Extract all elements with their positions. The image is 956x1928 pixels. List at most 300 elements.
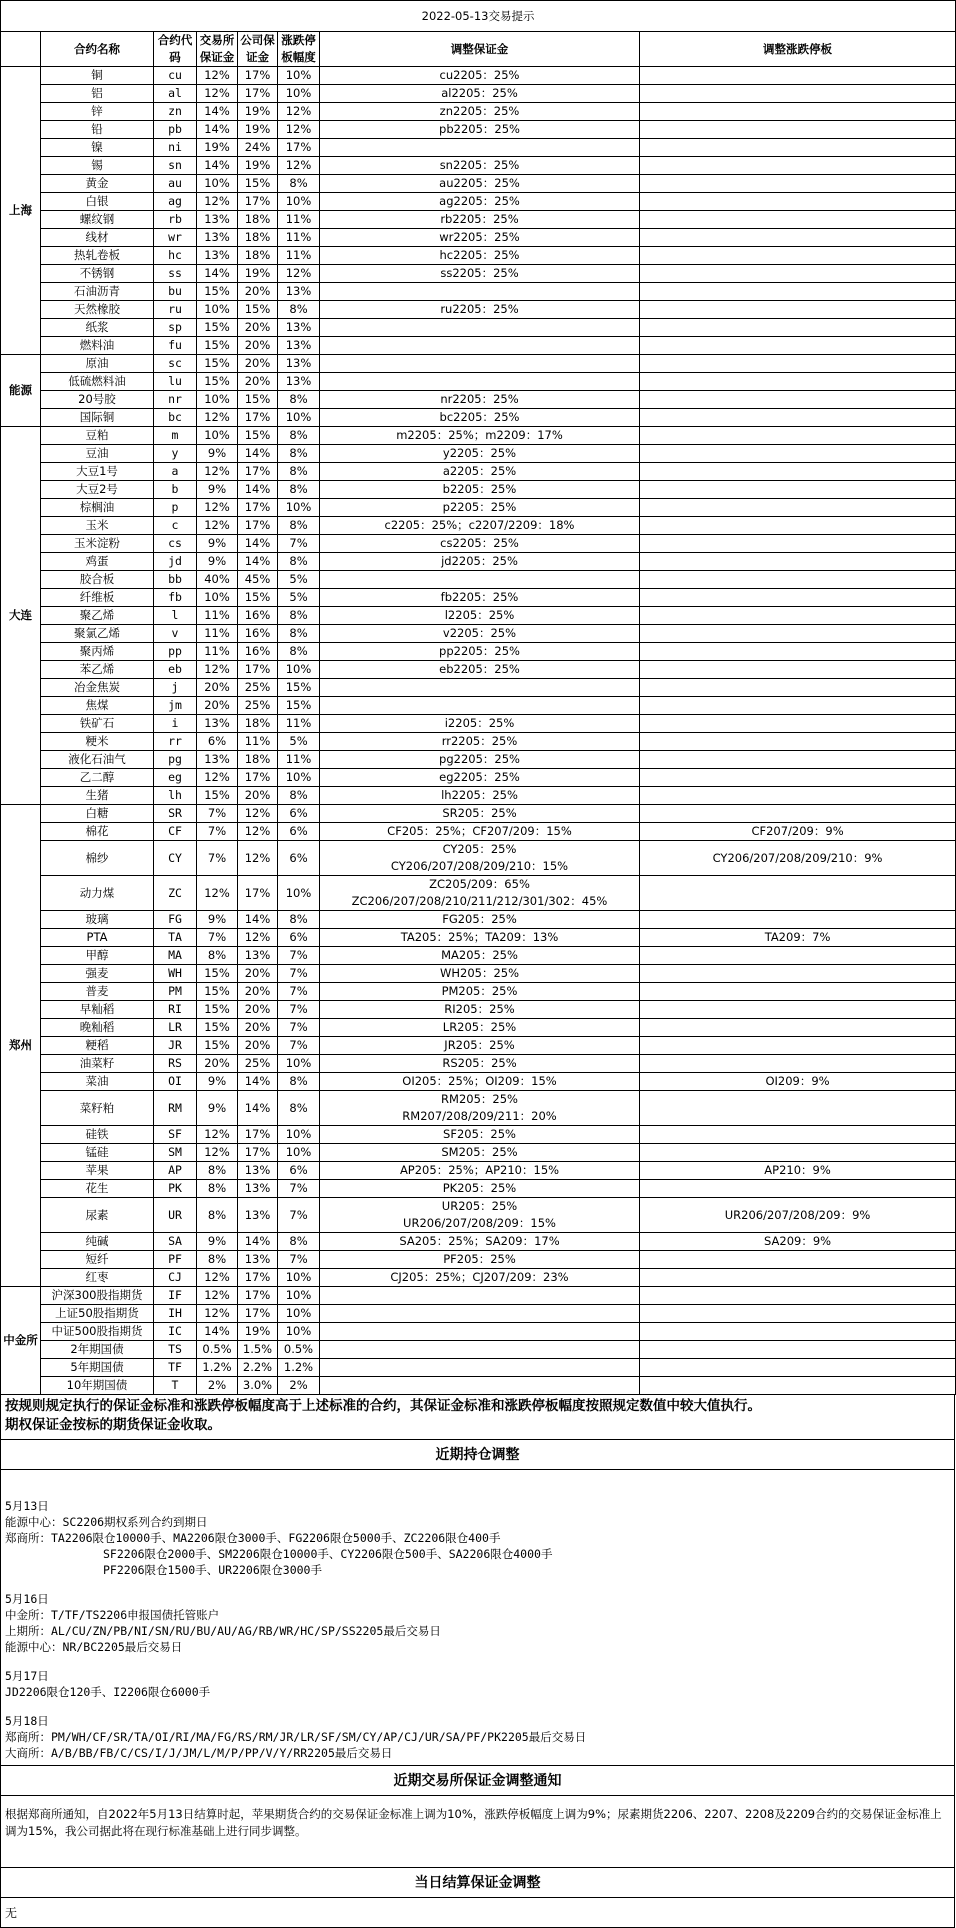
table-row — [1, 929, 956, 947]
adjusted-margin: nr2205：25% — [320, 391, 640, 409]
exchange-margin: 12% — [197, 67, 238, 85]
adjusted-limit — [640, 481, 956, 499]
exchange-margin: 19% — [197, 139, 238, 157]
company-margin: 17% — [238, 409, 278, 427]
adjusted-margin: UR205：25% UR206/207/208/209：15% — [320, 1198, 640, 1233]
company-margin: 16% — [238, 625, 278, 643]
limit-range: 7% — [278, 947, 320, 965]
adjusted-margin: zn2205：25% — [320, 103, 640, 121]
adjusted-margin: LR205：25% — [320, 1019, 640, 1037]
adjusted-limit — [640, 391, 956, 409]
table-row — [1, 499, 956, 517]
adjusted-margin: c2205：25%；c2207/2209：18% — [320, 517, 640, 535]
adjusted-limit — [640, 427, 956, 445]
table-row — [1, 1269, 956, 1287]
exchange-margin: 14% — [197, 157, 238, 175]
notice-title: 近期交易所保证金调整通知 — [1, 1766, 954, 1796]
company-margin: 11% — [238, 733, 278, 751]
limit-range: 6% — [278, 841, 320, 876]
contract-name: 红枣 — [41, 1269, 154, 1287]
contract-name: 镍 — [41, 139, 154, 157]
company-margin: 20% — [238, 373, 278, 391]
contract-code: PF — [154, 1251, 197, 1269]
contract-code: T — [154, 1377, 197, 1395]
adjusted-margin: MA205：25% — [320, 947, 640, 965]
table-row — [1, 1341, 956, 1359]
exchange-margin: 15% — [197, 337, 238, 355]
adjusted-margin: cu2205：25% — [320, 67, 640, 85]
adjusted-limit — [640, 607, 956, 625]
position-date: 5月17日 — [5, 1669, 49, 1683]
exchange-margin: 12% — [197, 193, 238, 211]
exchange-margin: 12% — [197, 409, 238, 427]
adjusted-margin: CF205：25%；CF207/209：15% — [320, 823, 640, 841]
adjusted-limit — [640, 1126, 956, 1144]
adjusted-margin: PM205：25% — [320, 983, 640, 1001]
adjusted-limit — [640, 103, 956, 121]
exchange-margin: 7% — [197, 929, 238, 947]
exchange-name: 中金所 — [1, 1287, 41, 1395]
adjusted-limit — [640, 1019, 956, 1037]
table-row — [1, 823, 956, 841]
adjusted-limit — [640, 697, 956, 715]
table-row — [1, 787, 956, 805]
table-row — [1, 427, 956, 445]
company-margin: 25% — [238, 679, 278, 697]
adjusted-limit — [640, 589, 956, 607]
contract-name: 原油 — [41, 355, 154, 373]
table-row — [1, 1233, 956, 1251]
contract-code: rb — [154, 211, 197, 229]
exchange-margin: 15% — [197, 373, 238, 391]
adjusted-margin: ss2205：25% — [320, 265, 640, 283]
contract-code: TA — [154, 929, 197, 947]
adjusted-margin: SR205：25% — [320, 805, 640, 823]
contract-code: bb — [154, 571, 197, 589]
exchange-margin: 12% — [197, 1144, 238, 1162]
adjusted-margin: rb2205：25% — [320, 211, 640, 229]
contract-name: 大豆2号 — [41, 481, 154, 499]
exchange-margin: 6% — [197, 733, 238, 751]
adjusted-limit — [640, 1251, 956, 1269]
exchange-margin: 10% — [197, 301, 238, 319]
adjusted-margin: ag2205：25% — [320, 193, 640, 211]
contract-name: 硅铁 — [41, 1126, 154, 1144]
exchange-margin: 9% — [197, 553, 238, 571]
company-margin: 17% — [238, 67, 278, 85]
exchange-margin: 1.2% — [197, 1359, 238, 1377]
adjusted-limit: AP210：9% — [640, 1162, 956, 1180]
contract-code: UR — [154, 1198, 197, 1233]
contract-code: sp — [154, 319, 197, 337]
header-adj-margin: 调整保证金 — [320, 32, 640, 67]
settle-title: 当日结算保证金调整 — [1, 1868, 954, 1898]
limit-range: 7% — [278, 535, 320, 553]
exchange-margin: 9% — [197, 1091, 238, 1126]
exchange-margin: 9% — [197, 481, 238, 499]
exchange-name: 郑州 — [1, 805, 41, 1287]
exchange-margin: 15% — [197, 1001, 238, 1019]
company-margin: 14% — [238, 911, 278, 929]
adjusted-margin — [320, 1359, 640, 1377]
company-margin: 18% — [238, 247, 278, 265]
adjusted-margin: sn2205：25% — [320, 157, 640, 175]
company-margin: 16% — [238, 607, 278, 625]
exchange-margin: 0.5% — [197, 1341, 238, 1359]
table-row — [1, 193, 956, 211]
limit-range: 8% — [278, 301, 320, 319]
exchange-margin: 11% — [197, 607, 238, 625]
adjusted-limit — [640, 373, 956, 391]
limit-range: 7% — [278, 983, 320, 1001]
table-row — [1, 283, 956, 301]
table-row — [1, 337, 956, 355]
table-row — [1, 911, 956, 929]
adjusted-limit — [640, 337, 956, 355]
limit-range: 13% — [278, 373, 320, 391]
adjusted-margin: p2205：25% — [320, 499, 640, 517]
adjusted-limit — [640, 625, 956, 643]
limit-range: 8% — [278, 625, 320, 643]
exchange-margin: 7% — [197, 805, 238, 823]
position-date: 5月16日 — [5, 1592, 49, 1606]
header-name: 合约名称 — [41, 32, 154, 67]
table-row — [1, 211, 956, 229]
header-exch-margin: 交易所保证金 — [197, 32, 238, 67]
adjusted-limit — [640, 733, 956, 751]
position-line: 中金所：T/TF/TS2206申报国债托管账户 — [5, 1608, 220, 1622]
adjusted-limit — [640, 265, 956, 283]
limit-range: 8% — [278, 1091, 320, 1126]
limit-range: 8% — [278, 463, 320, 481]
contract-name: 短纤 — [41, 1251, 154, 1269]
limit-range: 10% — [278, 1055, 320, 1073]
table-row — [1, 517, 956, 535]
table-row — [1, 301, 956, 319]
contract-name: 玻璃 — [41, 911, 154, 929]
contract-code: fb — [154, 589, 197, 607]
table-row — [1, 661, 956, 679]
exchange-margin: 10% — [197, 175, 238, 193]
exchange-margin: 15% — [197, 1019, 238, 1037]
company-margin: 17% — [238, 517, 278, 535]
table-row — [1, 1359, 956, 1377]
contract-name: 天然橡胶 — [41, 301, 154, 319]
limit-range: 10% — [278, 1126, 320, 1144]
exchange-margin: 8% — [197, 1180, 238, 1198]
adjusted-margin: RS205：25% — [320, 1055, 640, 1073]
header-row — [1, 32, 956, 67]
table-row — [1, 625, 956, 643]
contract-name: 2年期国债 — [41, 1341, 154, 1359]
exchange-margin: 14% — [197, 121, 238, 139]
adjusted-margin: al2205：25% — [320, 85, 640, 103]
adjusted-margin: PF205：25% — [320, 1251, 640, 1269]
company-margin: 16% — [238, 643, 278, 661]
adjusted-limit — [640, 355, 956, 373]
limit-range: 1.2% — [278, 1359, 320, 1377]
company-margin: 17% — [238, 499, 278, 517]
contract-name: 纤维板 — [41, 589, 154, 607]
company-margin: 20% — [238, 319, 278, 337]
exchange-margin: 9% — [197, 1233, 238, 1251]
limit-range: 13% — [278, 283, 320, 301]
adjusted-limit — [640, 1055, 956, 1073]
limit-range: 13% — [278, 337, 320, 355]
adjusted-limit — [640, 1037, 956, 1055]
exchange-margin: 9% — [197, 535, 238, 553]
contract-name: 早籼稻 — [41, 1001, 154, 1019]
company-margin: 17% — [238, 1287, 278, 1305]
contract-name: 螺纹钢 — [41, 211, 154, 229]
contract-name: 晚籼稻 — [41, 1019, 154, 1037]
contract-name: 聚氯乙烯 — [41, 625, 154, 643]
company-margin: 45% — [238, 571, 278, 589]
table-row — [1, 697, 956, 715]
position-line: JD2206限仓120手、I2206限仓6000手 — [5, 1685, 211, 1699]
adjusted-margin — [320, 337, 640, 355]
company-margin: 17% — [238, 1144, 278, 1162]
contract-code: sn — [154, 157, 197, 175]
contract-code: IH — [154, 1305, 197, 1323]
adjusted-margin: WH205：25% — [320, 965, 640, 983]
limit-range: 6% — [278, 929, 320, 947]
limit-range: 6% — [278, 1162, 320, 1180]
adjusted-margin: RM205：25% RM207/208/209/211：20% — [320, 1091, 640, 1126]
company-margin: 14% — [238, 553, 278, 571]
contract-name: 锰硅 — [41, 1144, 154, 1162]
position-date: 5月18日 — [5, 1714, 49, 1728]
exchange-margin: 15% — [197, 1037, 238, 1055]
contract-code: ag — [154, 193, 197, 211]
limit-range: 8% — [278, 391, 320, 409]
adjusted-margin: ZC205/209：65% ZC206/207/208/210/211/212/301/302：45% — [320, 876, 640, 911]
contract-name: 白银 — [41, 193, 154, 211]
exchange-margin: 14% — [197, 265, 238, 283]
adjusted-limit — [640, 1001, 956, 1019]
adjusted-limit — [640, 139, 956, 157]
contract-name: 苯乙烯 — [41, 661, 154, 679]
table-row — [1, 571, 956, 589]
adjusted-margin — [320, 679, 640, 697]
contract-code: IF — [154, 1287, 197, 1305]
company-margin: 14% — [238, 1233, 278, 1251]
exchange-margin: 15% — [197, 355, 238, 373]
company-margin: 17% — [238, 876, 278, 911]
table-row — [1, 751, 956, 769]
position-title: 近期持仓调整 — [1, 1440, 954, 1470]
exchange-margin: 15% — [197, 283, 238, 301]
contract-name: 尿素 — [41, 1198, 154, 1233]
contract-name: 焦煤 — [41, 697, 154, 715]
position-line: 能源中心：SC2206期权系列合约到期日 — [5, 1515, 208, 1529]
contract-name: 沪深300股指期货 — [41, 1287, 154, 1305]
adjusted-margin: TA205：25%；TA209：13% — [320, 929, 640, 947]
contract-name: 菜籽粕 — [41, 1091, 154, 1126]
contract-name: PTA — [41, 929, 154, 947]
contract-name: 粳稻 — [41, 1037, 154, 1055]
limit-range: 13% — [278, 319, 320, 337]
company-margin: 17% — [238, 661, 278, 679]
adjusted-limit — [640, 157, 956, 175]
limit-range: 10% — [278, 67, 320, 85]
exchange-margin: 15% — [197, 319, 238, 337]
limit-range: 11% — [278, 229, 320, 247]
company-margin: 25% — [238, 697, 278, 715]
contract-code: pp — [154, 643, 197, 661]
adjusted-limit — [640, 787, 956, 805]
company-margin: 18% — [238, 751, 278, 769]
contract-code: SA — [154, 1233, 197, 1251]
adjusted-margin: l2205：25% — [320, 607, 640, 625]
contract-code: pb — [154, 121, 197, 139]
table-row — [1, 373, 956, 391]
table-row — [1, 1126, 956, 1144]
contract-name: 中证500股指期货 — [41, 1323, 154, 1341]
table-row — [1, 463, 956, 481]
adjusted-limit — [640, 876, 956, 911]
adjusted-margin: fb2205：25% — [320, 589, 640, 607]
contract-name: 铁矿石 — [41, 715, 154, 733]
adjusted-margin: eg2205：25% — [320, 769, 640, 787]
adjusted-margin: pb2205：25% — [320, 121, 640, 139]
adjusted-limit — [640, 769, 956, 787]
adjusted-limit — [640, 1323, 956, 1341]
exchange-margin: 12% — [197, 85, 238, 103]
position-adjustments — [1, 1470, 954, 1766]
table-row — [1, 391, 956, 409]
limit-range: 7% — [278, 1180, 320, 1198]
table-row — [1, 409, 956, 427]
company-margin: 12% — [238, 841, 278, 876]
adjusted-margin: v2205：25% — [320, 625, 640, 643]
position-day — [5, 1668, 950, 1700]
limit-range: 5% — [278, 571, 320, 589]
position-line: PF2206限仓1500手、UR2206限仓3000手 — [103, 1563, 322, 1577]
contract-code: al — [154, 85, 197, 103]
contract-name: 强麦 — [41, 965, 154, 983]
contract-code: CJ — [154, 1269, 197, 1287]
header-co-margin: 公司保证金 — [238, 32, 278, 67]
contract-name: 乙二醇 — [41, 769, 154, 787]
contract-name: 上证50股指期货 — [41, 1305, 154, 1323]
company-margin: 14% — [238, 535, 278, 553]
company-margin: 2.2% — [238, 1359, 278, 1377]
exchange-margin: 13% — [197, 229, 238, 247]
table-row — [1, 103, 956, 121]
limit-range: 8% — [278, 607, 320, 625]
adjusted-limit — [640, 661, 956, 679]
contract-code: lu — [154, 373, 197, 391]
adjusted-limit — [640, 463, 956, 481]
limit-range: 10% — [278, 85, 320, 103]
table-row — [1, 247, 956, 265]
company-margin: 20% — [238, 1019, 278, 1037]
adjusted-limit — [640, 409, 956, 427]
limit-range: 10% — [278, 193, 320, 211]
company-margin: 15% — [238, 301, 278, 319]
table-row — [1, 1162, 956, 1180]
contract-code: PK — [154, 1180, 197, 1198]
contract-code: pg — [154, 751, 197, 769]
limit-range: 6% — [278, 805, 320, 823]
limit-range: 7% — [278, 1001, 320, 1019]
limit-range: 8% — [278, 553, 320, 571]
adjusted-margin: m2205：25%；m2209：17% — [320, 427, 640, 445]
adjusted-margin: jd2205：25% — [320, 553, 640, 571]
adjusted-limit — [640, 805, 956, 823]
contract-name: 甲醇 — [41, 947, 154, 965]
table-row — [1, 1377, 956, 1395]
limit-range: 12% — [278, 103, 320, 121]
table-row — [1, 85, 956, 103]
adjusted-limit — [640, 911, 956, 929]
company-margin: 3.0% — [238, 1377, 278, 1395]
table-row — [1, 229, 956, 247]
contract-name: 粳米 — [41, 733, 154, 751]
contract-name: 锡 — [41, 157, 154, 175]
contract-name: 油菜籽 — [41, 1055, 154, 1073]
contract-code: l — [154, 607, 197, 625]
exchange-margin: 13% — [197, 211, 238, 229]
company-margin: 19% — [238, 265, 278, 283]
contract-code: rr — [154, 733, 197, 751]
contract-name: 国际铜 — [41, 409, 154, 427]
limit-range: 10% — [278, 409, 320, 427]
limit-range: 7% — [278, 1198, 320, 1233]
exchange-margin: 12% — [197, 517, 238, 535]
limit-range: 15% — [278, 679, 320, 697]
adjusted-limit — [640, 517, 956, 535]
company-margin: 20% — [238, 965, 278, 983]
adjusted-limit: SA209：9% — [640, 1233, 956, 1251]
limit-range: 8% — [278, 643, 320, 661]
adjusted-margin: PK205：25% — [320, 1180, 640, 1198]
contract-code: bc — [154, 409, 197, 427]
adjusted-limit: UR206/207/208/209：9% — [640, 1198, 956, 1233]
limit-range: 8% — [278, 787, 320, 805]
contract-name: 液化石油气 — [41, 751, 154, 769]
contract-code: zn — [154, 103, 197, 121]
notice-text: 根据郑商所通知，自2022年5月13日结算时起，苹果期货合约的交易保证金标准上调为10%，涨跌停板幅度上调为9%；尿素期货2206、2207、2208及2209合约的交易保证金标准上调为15%，我公司据此将在现行标准基础上进行同步调整。 — [1, 1796, 954, 1868]
contract-code: p — [154, 499, 197, 517]
company-margin: 19% — [238, 157, 278, 175]
company-margin: 19% — [238, 103, 278, 121]
adjusted-margin — [320, 1287, 640, 1305]
adjusted-margin: rr2205：25% — [320, 733, 640, 751]
exchange-margin: 15% — [197, 787, 238, 805]
adjusted-limit — [640, 965, 956, 983]
adjusted-margin: cs2205：25% — [320, 535, 640, 553]
adjusted-margin: SM205：25% — [320, 1144, 640, 1162]
adjusted-margin: a2205：25% — [320, 463, 640, 481]
adjusted-limit: TA209：7% — [640, 929, 956, 947]
table-row — [1, 679, 956, 697]
adjusted-limit: OI209：9% — [640, 1073, 956, 1091]
contract-code: FG — [154, 911, 197, 929]
contract-name: 胶合板 — [41, 571, 154, 589]
adjusted-limit — [640, 1359, 956, 1377]
table-row — [1, 1001, 956, 1019]
company-margin: 20% — [238, 337, 278, 355]
table-row — [1, 157, 956, 175]
contract-name: 聚丙烯 — [41, 643, 154, 661]
adjusted-limit — [640, 535, 956, 553]
adjusted-limit: CF207/209：9% — [640, 823, 956, 841]
contract-code: cs — [154, 535, 197, 553]
exchange-margin: 10% — [197, 427, 238, 445]
adjusted-limit — [640, 211, 956, 229]
